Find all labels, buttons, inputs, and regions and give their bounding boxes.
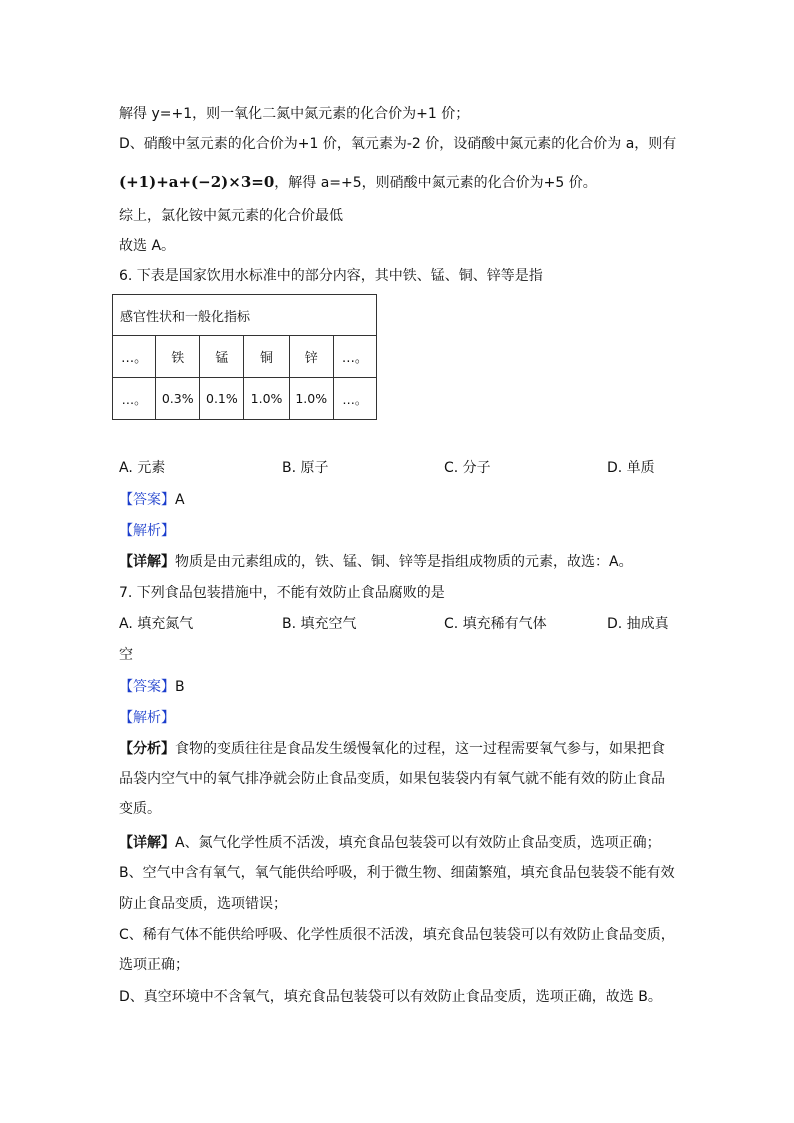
table-cell: 1.0% (244, 378, 289, 420)
detail-text: A、氮气化学性质不活泼，填充食品包装袋可以有效防止食品变质，选项正确； (175, 835, 661, 851)
summary-line: 综上，氯化铵中氮元素的化合价最低 (119, 208, 343, 224)
detail-tag: 【详解】 (119, 835, 175, 851)
table-cell: 1.0% (289, 378, 333, 420)
table-cell: …。 (333, 336, 376, 378)
solution-line: D、硝酸中氢元素的化合价为+1 价，氧元素为-2 价，设硝酸中氮元素的化合价为 a，则有 (119, 136, 677, 152)
answer-tag: 【答案】 (119, 679, 175, 695)
detail-line: C、稀有气体不能供给呼吸、化学性质很不活泼，填充食品包装袋可以有效防止食品变质， (119, 927, 675, 943)
option-b: B. 原子 (282, 460, 329, 476)
solution-equation-line (119, 172, 597, 193)
answer-line (119, 490, 185, 510)
fenxi-line: 品袋内空气中的氧气排净就会防止食品变质，如果包装袋内有氧气就不能有效的防止食品 (119, 771, 665, 787)
detail-tag: 【详解】 (119, 554, 175, 570)
fenxi-text: 食物的变质往往是食品发生缓慢氧化的过程，这一过程需要氧气参与，如果把食 (175, 741, 665, 757)
table-header: 感官性状和一般化指标 (113, 295, 377, 336)
answer-value: A (175, 492, 185, 508)
detail-line: 防止食品变质，选项错误； (119, 896, 287, 912)
option-c: C. 填充稀有气体 (444, 616, 547, 632)
table-cell: 0.1% (200, 378, 244, 420)
solution-line: 解得 y=+1，则一氧化二氮中氮元素的化合价为+1 价； (119, 106, 470, 122)
option-c: C. 分子 (444, 460, 491, 476)
question-6-stem: 6. 下表是国家饮用水标准中的部分内容，其中铁、锰、铜、锌等是指 (119, 268, 543, 284)
equation: (+1)+a+(−2)×3=0 (119, 173, 275, 191)
answer-line (119, 677, 185, 697)
option-d: D. 抽成真 (607, 616, 669, 632)
option-b: B. 填充空气 (282, 616, 357, 632)
question-7-stem: 7. 下列食品包装措施中，不能有效防止食品腐败的是 (119, 585, 445, 601)
choice-line: 故选 A。 (119, 238, 176, 254)
answer-tag: 【答案】 (119, 492, 175, 508)
detail-line (119, 833, 661, 853)
detail-line: D、真空环境中不含氧气，填充食品包装袋可以有效防止食品变质，选项正确，故选 B。 (119, 989, 662, 1005)
table-cell: 铁 (156, 336, 200, 378)
detail-text: 物质是由元素组成的，铁、锰、铜、锌等是指组成物质的元素，故选：A。 (175, 554, 633, 570)
detail-line (119, 552, 633, 572)
table-cell: 0.3% (156, 378, 200, 420)
water-standard-table (112, 294, 377, 420)
detail-line: 选项正确； (119, 957, 189, 973)
table-cell: …。 (113, 336, 156, 378)
equation-result: ，解得 a=+5，则硝酸中氮元素的化合价为+5 价。 (274, 175, 597, 191)
option-a: A. 元素 (119, 460, 166, 476)
table-cell: 锰 (200, 336, 244, 378)
detail-line: B、空气中含有氧气，氧气能供给呼吸，利于微生物、细菌繁殖，填充食品包装袋不能有效 (119, 865, 675, 881)
fenxi-tag: 【分析】 (119, 741, 175, 757)
option-a: A. 填充氮气 (119, 616, 194, 632)
fenxi-line: 变质。 (119, 801, 161, 817)
analysis-tag: 【解析】 (119, 710, 175, 726)
table-cell: 锌 (289, 336, 333, 378)
table-cell: …。 (333, 378, 376, 420)
table-cell: 铜 (244, 336, 289, 378)
fenxi-line (119, 739, 665, 759)
analysis-tag: 【解析】 (119, 523, 175, 539)
table-cell: …。 (113, 378, 156, 420)
answer-value: B (175, 679, 185, 695)
option-wrap: 空 (119, 647, 133, 663)
option-d: D. 单质 (607, 460, 655, 476)
